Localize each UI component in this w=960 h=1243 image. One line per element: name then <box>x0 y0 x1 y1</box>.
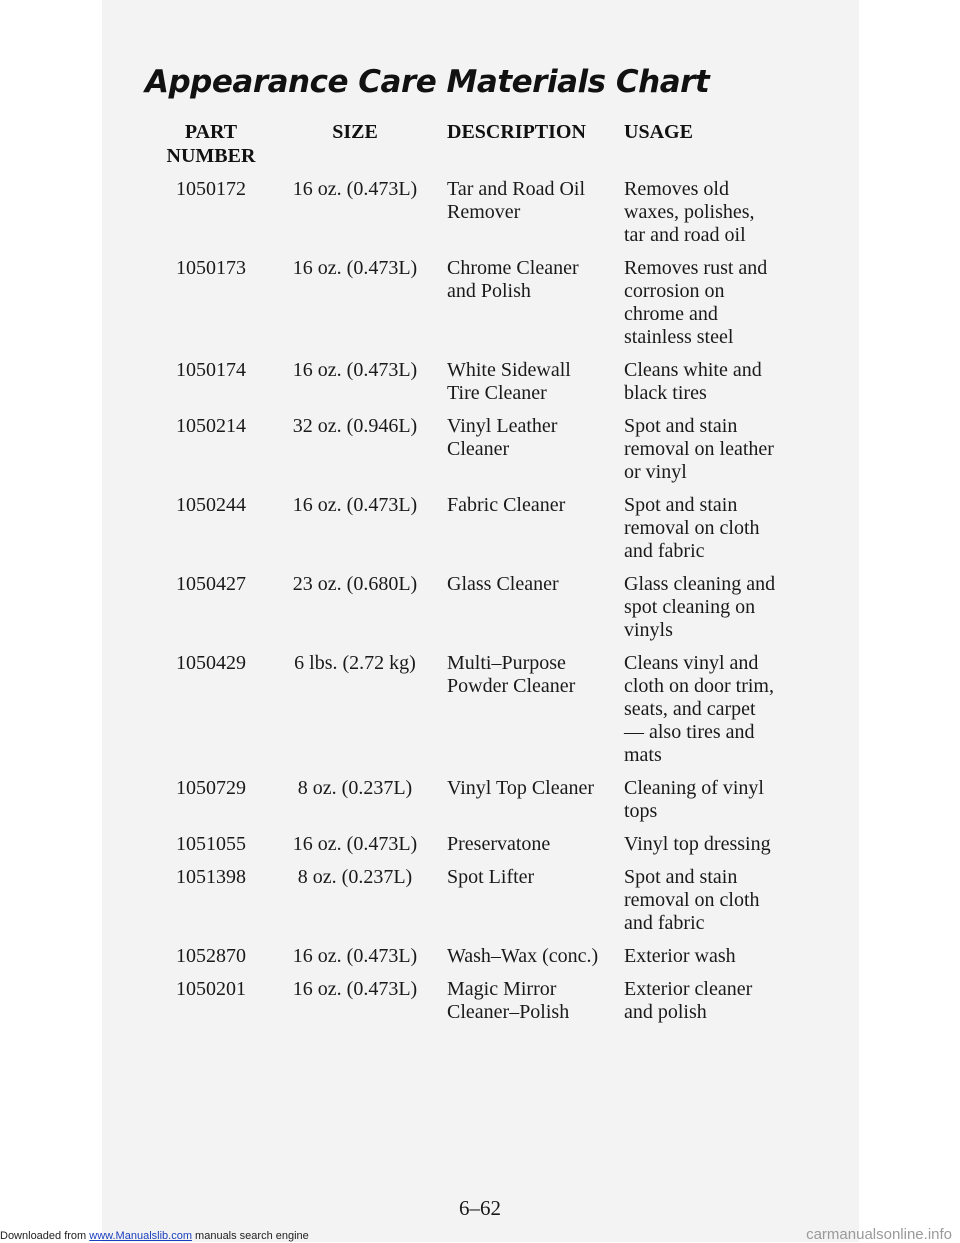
description-cell: White Sidewall Tire Cleaner <box>447 359 571 404</box>
table-row <box>0 257 960 359</box>
part-number-cell: 1051398 <box>176 866 246 888</box>
description-cell: Spot Lifter <box>447 866 535 888</box>
table-row <box>0 866 960 945</box>
table-body <box>0 178 960 1034</box>
part-number-cell: 1050173 <box>176 257 246 279</box>
page-title: Appearance Care Materials Chart <box>145 64 710 100</box>
description-cell: Fabric Cleaner <box>447 494 566 516</box>
download-prefix: Downloaded from <box>0 1230 87 1242</box>
size-cell: 8 oz. (0.237L) <box>297 866 413 888</box>
table-row <box>0 359 960 415</box>
table-row <box>0 777 960 833</box>
size-cell: 23 oz. (0.680L) <box>292 573 418 595</box>
part-number-cell: 1050214 <box>176 415 246 437</box>
description-cell: Vinyl Top Cleaner <box>447 777 595 799</box>
size-cell: 8 oz. (0.237L) <box>297 777 413 799</box>
description-cell: Magic Mirror Cleaner–Polish <box>447 978 570 1023</box>
size-cell: 16 oz. (0.473L) <box>292 978 418 1000</box>
usage-cell: Cleans vinyl and cloth on door trim, seats, and carpet — also tires and mats <box>624 652 774 766</box>
usage-cell: Removes old waxes, polishes, tar and road oil <box>624 178 755 246</box>
manualslib-link[interactable]: www.Manualslib.com <box>89 1230 192 1242</box>
usage-cell: Vinyl top dressing <box>624 833 771 855</box>
usage-cell: Spot and stain removal on leather or vinyl <box>624 415 774 483</box>
description-cell: Multi–Purpose Powder Cleaner <box>447 652 576 697</box>
size-cell: 16 oz. (0.473L) <box>292 257 418 279</box>
usage-cell: Glass cleaning and spot cleaning on vinyls <box>624 573 776 641</box>
size-cell: 32 oz. (0.946L) <box>292 415 418 437</box>
part-number-cell: 1050729 <box>176 777 246 799</box>
part-number-cell: 1051055 <box>176 833 246 855</box>
table-row <box>0 978 960 1034</box>
size-cell: 16 oz. (0.473L) <box>292 833 418 855</box>
page-number: 6–62 <box>459 1196 501 1220</box>
part-number-cell: 1050201 <box>176 978 246 1000</box>
part-number-cell: 1052870 <box>176 945 246 967</box>
size-cell: 16 oz. (0.473L) <box>292 945 418 967</box>
table-row <box>0 415 960 494</box>
description-cell: Chrome Cleaner and Polish <box>447 257 579 302</box>
size-cell: 16 oz. (0.473L) <box>292 494 418 516</box>
header-usage: USAGE <box>624 121 693 143</box>
header-part-number: PART NUMBER <box>166 121 256 167</box>
description-cell: Vinyl Leather Cleaner <box>447 415 558 460</box>
table-row <box>0 833 960 866</box>
header-size: SIZE <box>332 121 378 143</box>
usage-cell: Exterior cleaner and polish <box>624 978 753 1023</box>
usage-cell: Cleans white and black tires <box>624 359 762 404</box>
usage-cell: Exterior wash <box>624 945 736 967</box>
description-cell: Glass Cleaner <box>447 573 559 595</box>
table-row <box>0 494 960 573</box>
description-cell: Wash–Wax (conc.) <box>447 945 599 967</box>
size-cell: 16 oz. (0.473L) <box>292 359 418 381</box>
table-row <box>0 652 960 777</box>
table-row <box>0 573 960 652</box>
table-row <box>0 945 960 978</box>
watermark: carmanualsonline.info <box>806 1226 952 1243</box>
part-number-cell: 1050174 <box>176 359 246 381</box>
download-suffix: manuals search engine <box>195 1230 309 1242</box>
table-row <box>0 178 960 257</box>
usage-cell: Cleaning of vinyl tops <box>624 777 764 822</box>
download-bar <box>0 1230 309 1242</box>
header-description: DESCRIPTION <box>447 121 586 143</box>
part-number-cell: 1050172 <box>176 178 246 200</box>
usage-cell: Spot and stain removal on cloth and fabric <box>624 494 760 562</box>
part-number-cell: 1050244 <box>176 494 246 516</box>
size-cell: 16 oz. (0.473L) <box>292 178 418 200</box>
description-cell: Preservatone <box>447 833 551 855</box>
description-cell: Tar and Road Oil Remover <box>447 178 586 223</box>
usage-cell: Spot and stain removal on cloth and fabric <box>624 866 760 934</box>
part-number-cell: 1050429 <box>176 652 246 674</box>
part-number-cell: 1050427 <box>176 573 246 595</box>
usage-cell: Removes rust and corrosion on chrome and stainless steel <box>624 257 768 348</box>
size-cell: 6 lbs. (2.72 kg) <box>294 652 416 674</box>
